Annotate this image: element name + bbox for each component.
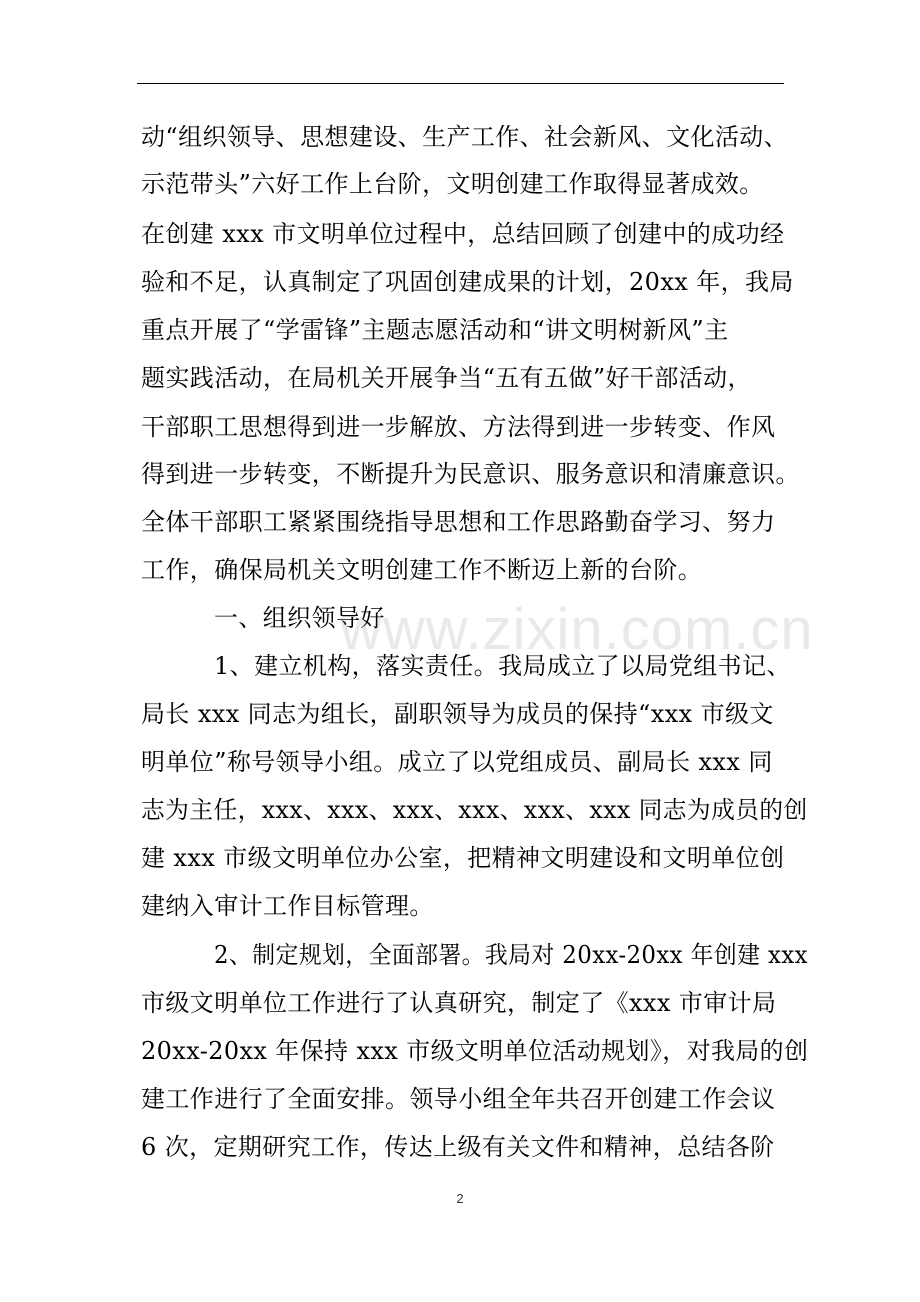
section-heading: 一、组织领导好 bbox=[214, 604, 385, 632]
paragraph-line: 建工作进行了全面安排。领导小组全年共召开创建工作会议 bbox=[141, 1085, 776, 1113]
paragraph-line: 动“组织领导、思想建设、生产工作、社会新风、文化活动、 bbox=[141, 123, 789, 151]
paragraph-line: 在创建 xxx 市文明单位过程中，总结回顾了创建中的成功经 bbox=[141, 220, 785, 248]
header-rule bbox=[137, 83, 784, 84]
watermark: www.zixin.com.cn bbox=[340, 597, 814, 662]
page-number: 2 bbox=[456, 1191, 464, 1206]
paragraph-line: 重点开展了“学雷锋”主题志愿活动和“讲文明树新风”主 bbox=[141, 316, 729, 344]
paragraph-line: 建纳入审计工作目标管理。 bbox=[141, 892, 434, 920]
paragraph-line: 建 xxx 市级文明单位办公室，把精神文明建设和文明单位创 bbox=[141, 844, 785, 872]
paragraph-line: 得到进一步转变，不断提升为民意识、服务意识和清廉意识。 bbox=[141, 460, 800, 488]
paragraph-line: 题实践活动，在局机关开展争当“五有五做”好干部活动， bbox=[141, 364, 752, 392]
paragraph-line: 全体干部职工紧紧围绕指导思想和工作思路勤奋学习、努力 bbox=[141, 508, 776, 536]
paragraph-line: 6 次，定期研究工作，传达上级有关文件和精神，总结各阶 bbox=[141, 1133, 775, 1161]
paragraph-line: 局长 xxx 同志为组长，副职领导为成员的保持“xxx 市级文 bbox=[141, 700, 774, 728]
paragraph-line: 1、建立机构，落实责任。我局成立了以局党组书记、 bbox=[214, 652, 791, 680]
paragraph-line: 验和不足，认真制定了巩固创建成果的计划，20xx 年，我局 bbox=[141, 268, 794, 296]
paragraph-line: 20xx-20xx 年保持 xxx 市级文明单位活动规划》，对我局的创 bbox=[141, 1037, 809, 1065]
paragraph-line: 干部职工思想得到进一步解放、方法得到进一步转变、作风 bbox=[141, 413, 776, 441]
paragraph-line: 明单位”称号领导小组。成立了以党组成员、副局长 xxx 同 bbox=[141, 748, 773, 776]
paragraph-line: 工作，确保局机关文明创建工作不断迈上新的台阶。 bbox=[141, 556, 703, 584]
paragraph-line: 志为主任，xxx、xxx、xxx、xxx、xxx、xxx 同志为成员的创 bbox=[141, 796, 808, 824]
paragraph-line: 示范带头”六好工作上台阶，文明创建工作取得显著成效。 bbox=[141, 170, 764, 198]
paragraph-line: 市级文明单位工作进行了认真研究，制定了《xxx 市审计局 bbox=[141, 989, 777, 1017]
paragraph-line: 2、制定规划，全面部署。我局对 20xx-20xx 年创建 xxx bbox=[214, 941, 808, 969]
